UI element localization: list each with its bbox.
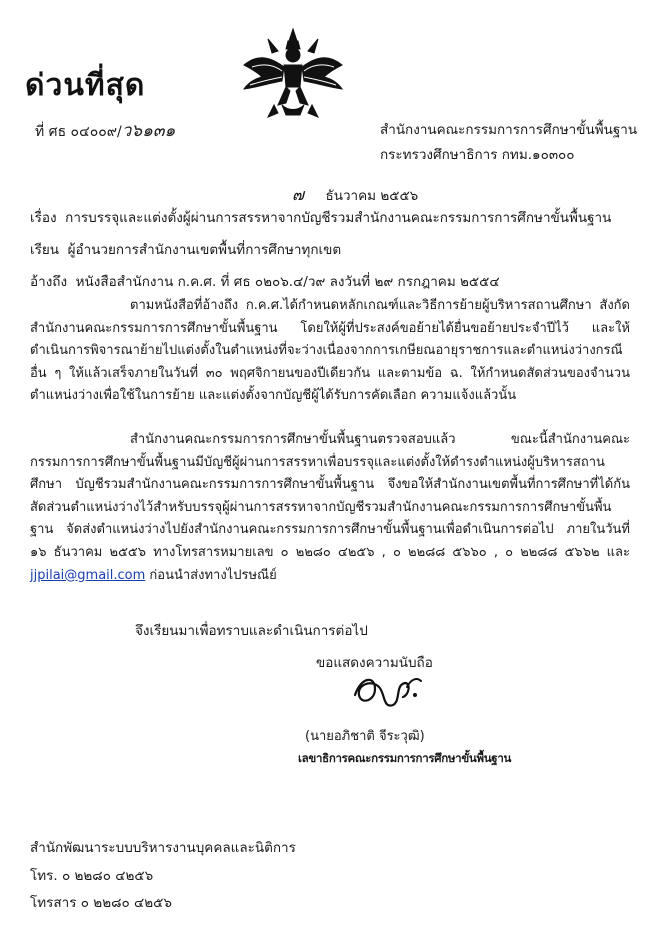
closing-salutation: ขอแสดงความนับถือ xyxy=(316,655,433,671)
signature-icon xyxy=(345,665,435,725)
urgency-stamp: ด่วนที่สุด xyxy=(25,68,146,103)
body-paragraph-2-text: สำนักงานคณะกรรมการการศึกษาขั้นพื้นฐานตรวจสอบแล้ว ขณะนี้สำนักงานคณะกรรมการการศึกษาขั้นพื้นฐานมีบัญชีผู้ผ่านการสรรหาเพื่อบรรจุและแต่งตั้งให้ดำรงตำแหน่งผู้บริหารสถานศึกษา บัญชีรวมสำนักงานคณะกรรมการการศึกษาขั้นพื้นฐาน จึงขอให้สำนักงานเขตพื้นที่การศึกษาที่ได้กันสัดส่วนตำแหน่งว่างไว้สำหรับบรรจุผู้ผ่านการสรรหาจากบัญชีรวมสำนักงานคณะกรรมการการศึกษาขั้นพื้นฐาน จัดส่งตำแหน่งว่างไปยังสำนักงานคณะกรรมการการศึกษาขั้นพื้นฐานเพื่อดำเนินการต่อไป ภายในวันที่ ๑๖ ธันวาคม ๒๕๕๖ ทางโทรสารหมายเลข ๐ ๒๒๘๐ ๔๒๕๖ , ๐ ๒๒๘๘ ๕๖๖๐ , ๐ ๒๒๘๘ ๕๖๖๒ และ xyxy=(30,432,630,560)
footer-fax: โทรสาร ๐ ๒๒๘๐ ๔๒๕๖ xyxy=(30,895,172,911)
closing-statement: จึงเรียนมาเพื่อทราบและดำเนินการต่อไป xyxy=(135,623,368,639)
reference-label: อ้างถึง xyxy=(30,274,68,290)
document-number xyxy=(35,117,175,144)
subject-label: เรื่อง xyxy=(30,210,57,226)
reference-text: หนังสือสำนักงาน ก.ค.ศ. ที่ ศธ ๐๒๐๖.๔/ว๙ ลงวันที่ ๒๙ กรกฎาคม ๒๕๕๔ xyxy=(75,274,500,290)
addressee-label: เรียน xyxy=(30,242,60,258)
contact-email-link[interactable]: jjpilai@gmail.com xyxy=(30,567,146,583)
reference-line xyxy=(30,270,500,292)
body-paragraph-2 xyxy=(30,429,630,587)
body-paragraph-2-end: ก่อนนำส่งทางไปรษณีย์ xyxy=(149,567,277,583)
addressee-line xyxy=(30,238,341,260)
document-date xyxy=(292,183,418,208)
document-number-prefix: ที่ ศธ ๐๔๐๐๙/ xyxy=(35,124,122,140)
sender-address: กระทรวงศึกษาธิการ กทม.๑๐๓๐๐ xyxy=(380,147,575,163)
subject-text: การบรรจุและแต่งตั้งผู้ผ่านการสรรหาจากบัญชีรวมสำนักงานคณะกรรมการการศึกษาขั้นพื้นฐาน xyxy=(65,210,612,226)
signatory-name: (นายอภิชาติ จีระวุฒิ) xyxy=(305,729,425,744)
document-number-handwritten: ว๖๑๓๑ xyxy=(121,121,176,141)
garuda-emblem-icon xyxy=(238,25,348,120)
body-paragraph-1 xyxy=(30,295,630,408)
body-paragraph-1-text: ตามหนังสือที่อ้างถึง ก.ค.ศ.ได้กำหนดหลักเกณฑ์และวิธีการย้ายผู้บริหารสถานศึกษา สังกัดสำนักงานคณะกรรมการการศึกษาขั้นพื้นฐาน โดยให้ผู้ที่ประสงค์ขอย้ายได้ยื่นขอย้ายประจำปีไว้ และให้ดำเนินการพิจารณาย้ายไปแต่งตั้งในตำแหน่งที่จะว่างเนื่องจากการเกษียณอายุราชการและตำแหน่งว่างกรณีอื่น ๆ ให้แล้วเสร็จภายในวันที่ ๓๐ พฤศจิกายนของปีเดียวกัน และตามข้อ ฉ. ให้กำหนดสัดส่วนของจำนวนตำแหน่งว่างเพื่อใช้ในการย้าย และแต่งตั้งจากบัญชีผู้ได้รับการคัดเลือก ความแจ้งแล้วนั้น xyxy=(30,298,630,404)
sender-organization: สำนักงานคณะกรรมการการศึกษาขั้นพื้นฐาน xyxy=(380,122,638,138)
signatory-position: เลขาธิการคณะกรรมการการศึกษาขั้นพื้นฐาน xyxy=(298,751,512,765)
addressee-text: ผู้อำนวยการสำนักงานเขตพื้นที่การศึกษาทุกเขต xyxy=(67,242,342,258)
footer-telephone: โทร. ๐ ๒๒๘๐ ๔๒๕๖ xyxy=(30,868,154,884)
footer-office: สำนักพัฒนาระบบบริหารงานบุคคลและนิติการ xyxy=(30,840,296,856)
date-month-year: ธันวาคม ๒๕๕๖ xyxy=(325,188,419,204)
date-day-handwritten: ๗ xyxy=(292,185,305,204)
subject-line xyxy=(30,206,611,228)
